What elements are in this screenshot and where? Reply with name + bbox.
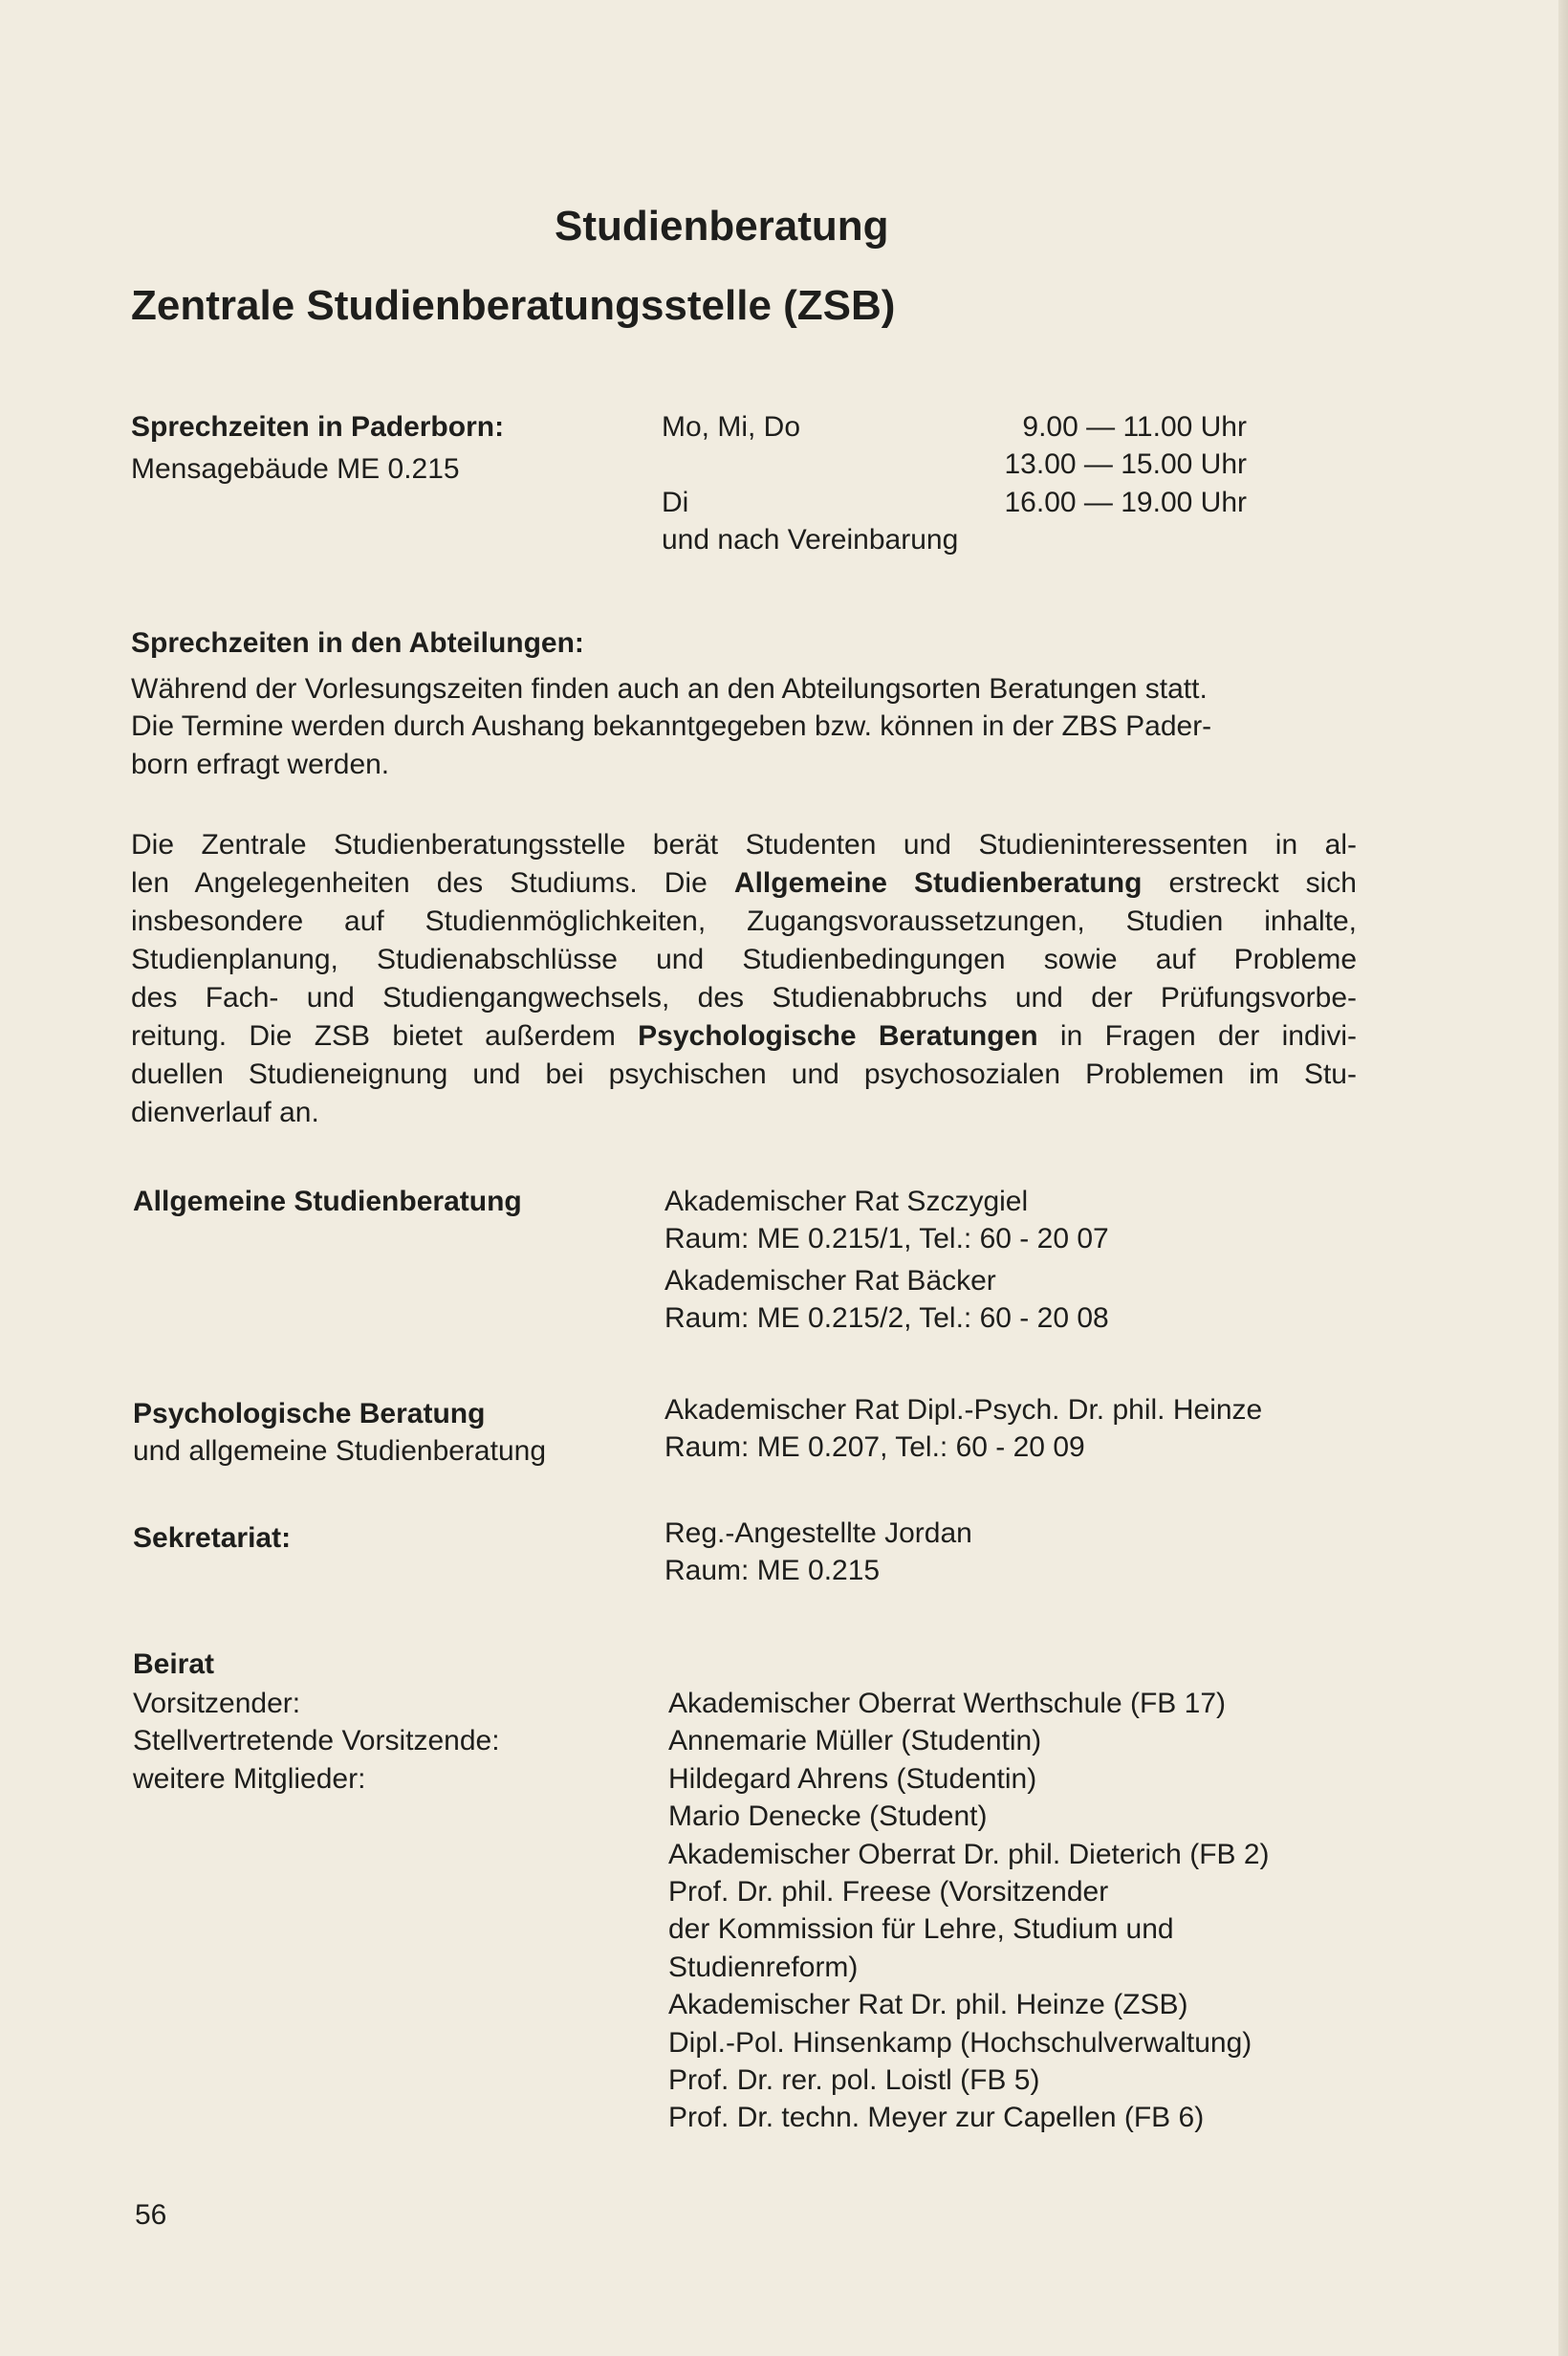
intro-bold: Psychologische Beratungen <box>638 1020 1038 1052</box>
time-row: 13.00 — 15.00 Uhr <box>1004 448 1247 481</box>
psychologische-contact <box>664 1391 1262 1467</box>
beirat-member: Annemarie Müller (Studentin) <box>668 1725 1042 1757</box>
contact-room: Raum: ME 0.215 <box>664 1555 881 1587</box>
intro-line: dienverlauf an. <box>131 1097 319 1128</box>
beirat-label: Beirat <box>133 1648 215 1680</box>
abteilungen-line: born erfragt werden. <box>131 748 390 780</box>
intro-paragraph <box>131 826 1357 1132</box>
contact-room: Raum: ME 0.215/1, Tel.: 60 - 20 07 <box>664 1223 1109 1255</box>
beirat-member: Hildegard Ahrens (Studentin) <box>668 1762 1037 1795</box>
contact-name: Akademischer Rat Bäcker <box>664 1264 996 1297</box>
beirat-member: Akademischer Rat Dr. phil. Heinze (ZSB) <box>668 1989 1188 2021</box>
beirat-member: Akademischer Oberrat Werthschule (FB 17) <box>668 1688 1226 1719</box>
sprechzeiten-times <box>918 408 1247 521</box>
sekretariat-label: Sekretariat: <box>133 1522 292 1554</box>
sprechzeiten-abteilungen-label: Sprechzeiten in den Abteilungen: <box>131 627 584 659</box>
psychologische-sublabel: und allgemeine Studienberatung <box>133 1435 546 1468</box>
time-row: 9.00 — 11.00 Uhr <box>1022 411 1247 443</box>
contact-room: Raum: ME 0.215/2, Tel.: 60 - 20 08 <box>664 1302 1109 1335</box>
intro-line: duellen Studieneignung und bei psychischen und psychosozialen Problemen im Stu- <box>131 1058 1357 1090</box>
beirat-role: weitere Mitglieder: <box>133 1762 366 1795</box>
beirat-members <box>668 1685 1270 2137</box>
intro-line: reitung. Die ZSB bietet außerdem Psychologische Beratungen in Fragen der indivi- <box>131 1020 1357 1052</box>
contact-name: Akademischer Rat Dipl.-Psych. Dr. phil. Heinze <box>664 1394 1263 1426</box>
page-subtitle: Zentrale Studienberatungsstelle (ZSB) <box>131 282 896 329</box>
page-title: Studienberatung <box>555 203 889 250</box>
sprechzeiten-days <box>662 408 958 559</box>
days-row: Mo, Mi, Do <box>662 411 801 443</box>
psychologische-label: Psychologische Beratung <box>133 1398 486 1429</box>
days-row <box>662 446 958 483</box>
intro-line: len Angelegenheiten des Studiums. Die Allgemeine Studienberatung erstreckt sich <box>131 867 1357 899</box>
intro-line: Die Zentrale Studienberatungsstelle berät Studenten und Studieninteressenten in al- <box>131 829 1357 861</box>
beirat-member: Prof. Dr. rer. pol. Loistl (FB 5) <box>668 2063 1040 2096</box>
contact-name: Reg.-Angestellte Jordan <box>664 1517 972 1549</box>
beirat-member: Studienreform) <box>668 1951 859 1983</box>
intro-line: insbesondere auf Studienmöglichkeiten, Zugangsvoraussetzungen, Studien inhalte, <box>131 905 1357 937</box>
beirat-member: Mario Denecke (Student) <box>668 1800 988 1833</box>
intro-line: Studienplanung, Studienabschlüsse und Studienbedingungen sowie auf Probleme <box>131 944 1357 975</box>
days-row: Di <box>662 486 689 518</box>
beirat-role: Vorsitzender: <box>133 1688 301 1719</box>
sprechzeiten-location: Mensagebäude ME 0.215 <box>131 453 460 485</box>
allgemeine-label: Allgemeine Studienberatung <box>133 1186 522 1217</box>
sekretariat-contact <box>664 1515 972 1590</box>
contact-room: Raum: ME 0.207, Tel.: 60 - 20 09 <box>664 1431 1085 1464</box>
abteilungen-text <box>131 670 1211 783</box>
allgemeine-contacts <box>664 1183 1109 1338</box>
beirat-roles <box>133 1685 500 1798</box>
contact-name: Akademischer Rat Szczygiel <box>664 1186 1029 1217</box>
beirat-role: Stellvertretende Vorsitzende: <box>133 1725 500 1757</box>
beirat-member: Prof. Dr. phil. Freese (Vorsitzender <box>668 1875 1109 1908</box>
page-number: 56 <box>135 2199 167 2231</box>
beirat-member: Prof. Dr. techn. Meyer zur Capellen (FB 6) <box>668 2102 1205 2134</box>
beirat-member: Akademischer Oberrat Dr. phil. Dieterich (FB 2) <box>668 1838 1270 1870</box>
intro-bold: Allgemeine Studienberatung <box>733 867 1143 899</box>
sprechzeiten-note: und nach Vereinbarung <box>662 524 959 556</box>
time-row: 16.00 — 19.00 Uhr <box>1004 486 1247 518</box>
beirat-member: der Kommission für Lehre, Studium und <box>668 1913 1174 1946</box>
beirat-member: Dipl.-Pol. Hinsenkamp (Hochschulverwaltung) <box>668 2026 1252 2059</box>
psychologische-labels <box>133 1395 546 1471</box>
abteilungen-line: Die Termine werden durch Aushang bekanntgegeben bzw. können in der ZBS Pader- <box>131 710 1212 743</box>
page-edge <box>1558 0 1568 2356</box>
intro-line: des Fach- und Studiengangwechsels, des Studienabbruchs und der Prüfungsvorbe- <box>131 982 1357 1014</box>
abteilungen-line: Während der Vorlesungszeiten finden auch an den Abteilungsorten Beratungen statt. <box>131 673 1208 705</box>
sprechzeiten-paderborn-label: Sprechzeiten in Paderborn: <box>131 411 505 443</box>
